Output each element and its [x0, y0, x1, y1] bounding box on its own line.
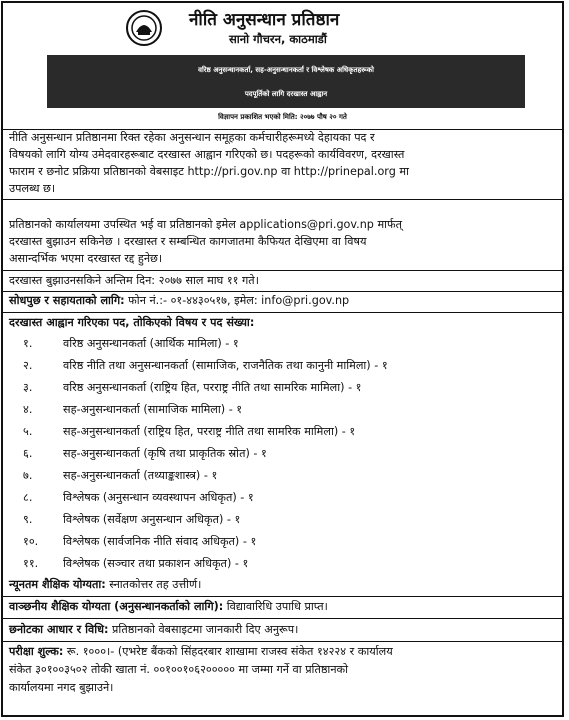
submission-line: दरखास्त बुझाउन सकिनेछ । दरखास्त र सम्बन्धित कागजातमा कैफियत देखिएमा वा विषय — [9, 235, 367, 248]
divider — [3, 641, 562, 642]
banner-line-1: वरिष्ठ अनुसन्धानकर्ता, सह-अनुसन्धानकर्ता र विश्लेषक अधिकृतहरूको — [198, 66, 374, 74]
desired-qualification — [9, 599, 328, 615]
exam-fee-text: रू. १०००।- (एभरेष्ट बैंकको सिंहदरबार शाखामा राजस्व संकेत १४२२४ र कार्यालय — [63, 645, 393, 658]
position-item: सह-अनुसन्धानकर्ता (तथ्याङ्कशास्त्र) - १ — [63, 469, 218, 482]
position-item: विश्लेषक (सार्वजनिक नीति संवाद अधिकृत) - १ — [63, 535, 257, 548]
org-address: सानो गौचरन, काठमाडौं — [229, 32, 327, 46]
emblem-logo — [126, 10, 162, 46]
position-number: ११. — [23, 557, 39, 570]
position-number: ७. — [23, 469, 33, 482]
contact-line — [9, 293, 349, 309]
submission-line: प्रतिष्ठानको कार्यालयमा उपस्थित भई वा प्रतिष्ठानको इमेल applications@pri.gov.np मार्फत् — [9, 218, 403, 231]
position-item: विश्लेषक (सर्वेक्षण अनुसन्धान अधिकृत) - १ — [63, 513, 241, 526]
position-number: ४. — [23, 403, 33, 416]
intro-line: विषयको लागि योग्य उमेदवारहरूबाट दरखास्त आह्वान गरिएको छ। पदहरूको कार्यविवरण, दरखास्त — [9, 148, 405, 161]
divider — [3, 199, 562, 200]
exam-fee-line: संकेत ३०१००३५०२ तोकी खाता नं. ००१००१०६२००००० मा जम्मा गर्ने वा प्रतिष्ठानको — [9, 663, 349, 676]
contact-text: फोन नं.:- ०१-४४३०५१७, इमेल: info@pri.gov.np — [124, 294, 350, 307]
selection-criteria — [9, 622, 298, 638]
position-number: १. — [23, 337, 33, 350]
publish-date: विज्ञापन प्रकाशित भएको मिति: २०७७ पौष २० गते — [218, 113, 347, 121]
min-qualification-label: न्यूनतम शैक्षिक योग्यता: — [9, 578, 106, 591]
position-number: २. — [23, 359, 33, 372]
position-item: वरिष्ठ नीति तथा अनुसन्धानकर्ता (सामाजिक, राजनैतिक तथा कानुनी मामिला) - १ — [63, 359, 388, 372]
intro-line: नीति अनुसन्धान प्रतिष्ठानमा रिक्त रहेका अनुसन्धान समूहका कर्मचारीहरूमध्ये देहायका पद र — [9, 131, 375, 144]
submission-line: असान्दर्भिक भएमा दरखास्त रद्द हुनेछ। — [9, 252, 163, 265]
divider — [3, 312, 562, 313]
position-number: ५. — [23, 425, 33, 438]
selection-label: छनोटका आधार र विधि: — [9, 623, 109, 636]
min-qualification — [9, 577, 201, 593]
position-number: ६. — [23, 447, 33, 460]
position-number: ८. — [23, 491, 33, 504]
divider — [3, 618, 562, 619]
selection-text: प्रतिष्ठानको वेबसाइटमा जानकारी दिए अनुरूप। — [108, 623, 299, 636]
exam-fee-line — [9, 644, 393, 660]
contact-label: सोधपुछ र सहायताको लागि: — [9, 294, 125, 307]
position-item: विश्लेषक (अनुसन्धान व्यवस्थापन अधिकृत) - १ — [63, 491, 254, 504]
min-qualification-text: स्नातकोत्तर तह उत्तीर्ण। — [105, 578, 202, 591]
desired-qualification-text: विद्यावारिधि उपाधि प्राप्त। — [223, 600, 328, 613]
position-item: सह-अनुसन्धानकर्ता (कृषि तथा प्राकृतिक स्रोत) - १ — [63, 447, 267, 460]
position-item: सह-अनुसन्धानकर्ता (राष्ट्रिय हित, परराष्ट्र नीति तथा सामरिक मामिला) - १ — [63, 425, 356, 438]
banner-line-2: पदपूर्तिको लागि दरखास्त आह्वान — [244, 90, 328, 98]
position-number: ९. — [23, 513, 33, 526]
position-item: विश्लेषक (सञ्चार तथा प्रकाशन अधिकृत) - १ — [63, 557, 249, 570]
divider — [3, 596, 562, 597]
intro-line: उपलब्ध छ। — [9, 182, 56, 195]
desired-qualification-label: वाञ्छनीय शैक्षिक योग्यता (अनुसन्धानकर्ताको लागि): — [9, 600, 224, 613]
position-number: १०. — [23, 535, 39, 548]
position-number: ३. — [23, 381, 33, 394]
org-name: नीति अनुसन्धान प्रतिष्ठान — [189, 10, 340, 30]
exam-fee-label: परीक्षा शुल्क: — [9, 645, 64, 658]
exam-fee-line: कार्यालयमा नगद बुझाउने। — [9, 681, 114, 694]
positions-heading: दरखास्त आह्वान गरिएका पद, तोकिएको विषय र पद संख्या: — [9, 316, 255, 329]
notice-banner — [47, 55, 525, 108]
intro-line: फाराम र छनोट प्रक्रिया प्रतिष्ठानको वेबसाइट http://pri.gov.np वा http://prinepal.org मा — [9, 165, 409, 178]
position-item: वरिष्ठ अनुसन्धानकर्ता (आर्थिक मामिला) - १ — [63, 337, 239, 350]
divider — [3, 270, 562, 271]
position-item: सह-अनुसन्धानकर्ता (सामाजिक मामिला) - १ — [63, 403, 243, 416]
divider — [3, 291, 562, 292]
notice-frame — [1, 1, 564, 717]
position-item: वरिष्ठ अनुसन्धानकर्ता (राष्ट्रिय हित, परराष्ट्र नीति तथा सामरिक मामिला) - १ — [63, 381, 362, 394]
deadline: दरखास्त बुझाउनसकिने अन्तिम दिन: २०७७ साल माघ ११ गते। — [9, 274, 259, 287]
